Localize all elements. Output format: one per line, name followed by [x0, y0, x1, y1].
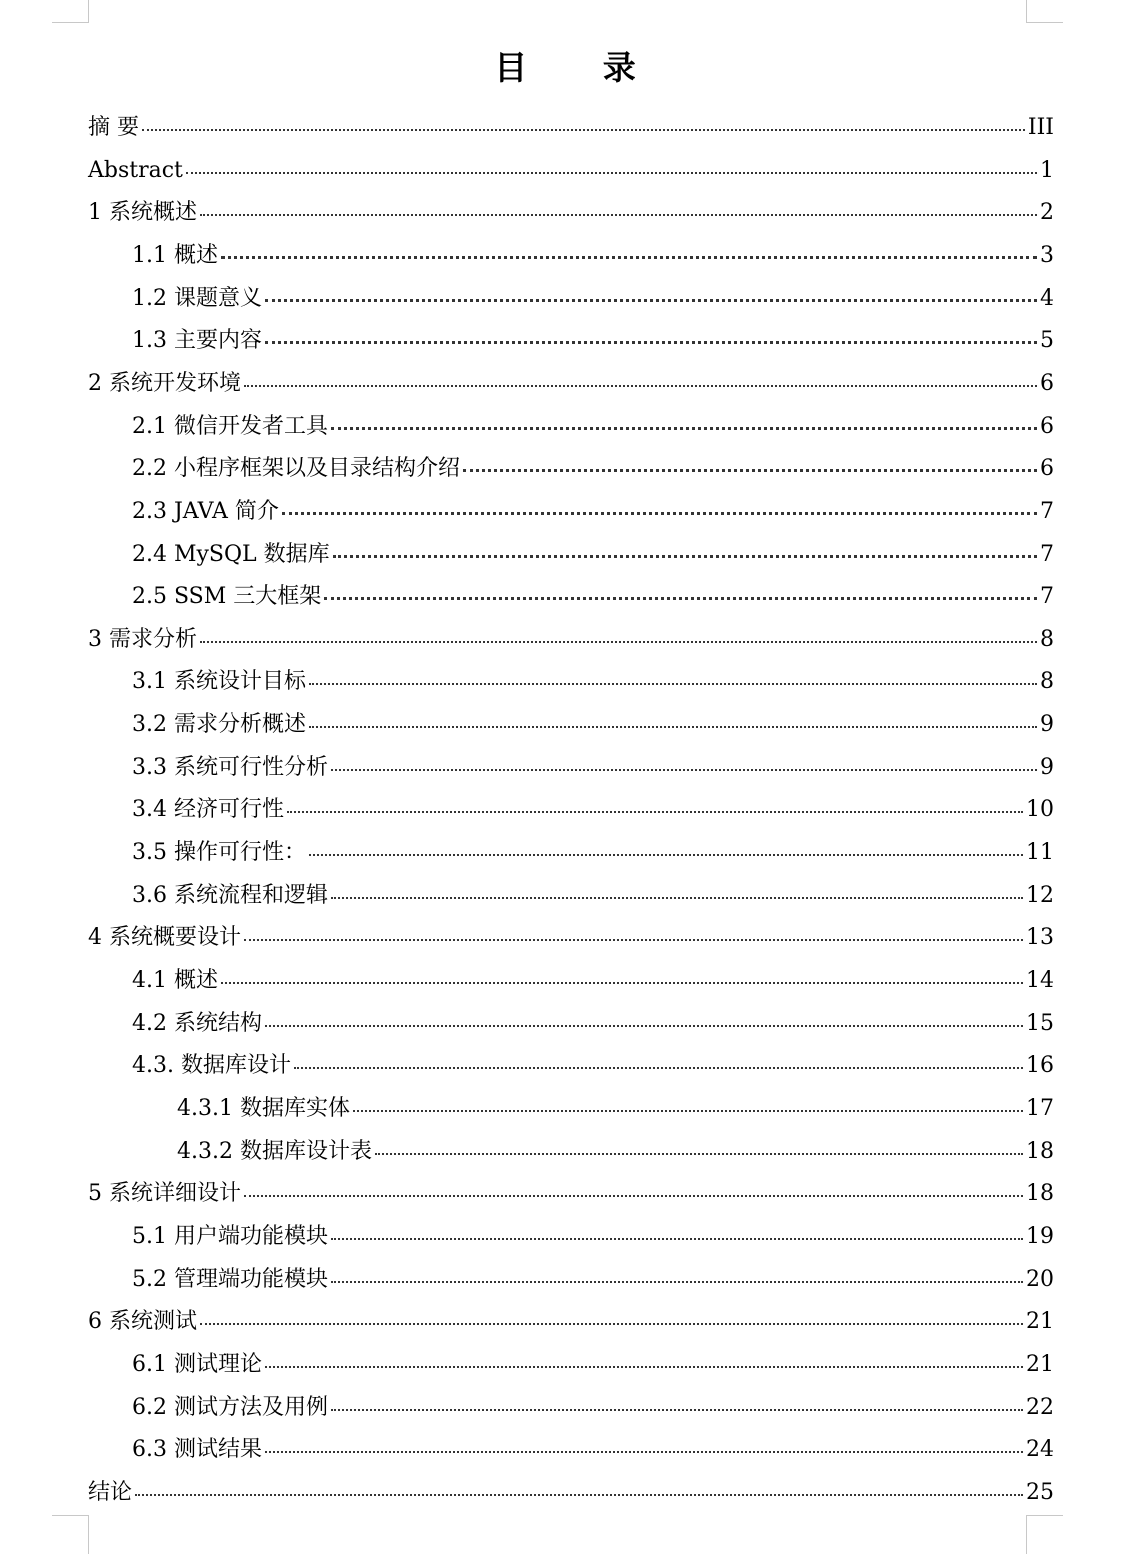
toc-entry-label: 2.3 JAVA 简介	[132, 498, 279, 524]
toc-leader-dots	[331, 1408, 1023, 1411]
toc-entry[interactable]	[88, 619, 1054, 662]
toc-entry-page: 7	[1040, 498, 1054, 524]
toc-entry[interactable]	[132, 491, 1054, 534]
toc-entry-page: 5	[1040, 328, 1054, 354]
toc-entry-page: 6	[1040, 456, 1054, 482]
toc-entry[interactable]	[88, 1472, 1054, 1515]
toc-entry[interactable]	[132, 1003, 1054, 1046]
toc-leader-dots	[265, 298, 1037, 302]
toc-entry-label: 2.4 MySQL 数据库	[132, 541, 330, 567]
toc-entry[interactable]	[132, 235, 1054, 278]
toc-leader-dots	[221, 981, 1023, 984]
toc-leader-dots	[265, 1024, 1023, 1027]
toc-leader-dots	[244, 384, 1037, 387]
toc-entry-label: 结论	[88, 1479, 133, 1505]
toc-title: 目 录	[494, 48, 668, 87]
toc-entry-label: 5.1 用户端功能模块	[132, 1223, 328, 1249]
toc-entry-label: 2.2 小程序框架以及目录结构介绍	[132, 456, 460, 482]
toc-entry-label: 3.4 经济可行性	[132, 797, 284, 823]
toc-entry-page: 6	[1040, 370, 1054, 396]
toc-leader-dots	[287, 810, 1023, 813]
toc-leader-dots	[200, 1322, 1023, 1325]
toc-leader-dots	[331, 1280, 1023, 1283]
toc-entry-page: 2	[1040, 200, 1054, 226]
toc-entry-label: 3.2 需求分析概述	[132, 712, 306, 738]
toc-entry-label: 6 系统测试	[88, 1309, 197, 1335]
toc-entry-page: 25	[1026, 1479, 1054, 1505]
toc-entry[interactable]	[132, 1344, 1054, 1387]
toc-entry-page: 4	[1040, 285, 1054, 311]
toc-leader-dots	[331, 1237, 1023, 1240]
toc-entry[interactable]	[88, 1173, 1054, 1216]
toc-entry-page: 21	[1026, 1351, 1054, 1377]
toc-entry[interactable]	[132, 661, 1054, 704]
toc-leader-dots	[265, 1450, 1023, 1453]
toc-entry[interactable]	[132, 832, 1054, 875]
toc-entry[interactable]	[132, 875, 1054, 918]
toc-entry[interactable]	[132, 534, 1054, 577]
toc-entry[interactable]	[177, 1131, 1054, 1174]
toc-entry[interactable]	[132, 789, 1054, 832]
toc-leader-dots	[309, 725, 1037, 728]
toc-leader-dots	[200, 640, 1037, 643]
corner-mark-top-left	[52, 0, 89, 23]
toc-entry-label: 4.1 概述	[132, 968, 218, 993]
toc-leader-dots	[331, 426, 1037, 430]
toc-leader-dots	[375, 1152, 1023, 1155]
toc-entry-label: 2 系统开发环境	[88, 370, 241, 396]
toc-entry[interactable]	[88, 150, 1054, 193]
toc-entry[interactable]	[132, 320, 1054, 363]
toc-entry[interactable]	[132, 1387, 1054, 1430]
toc-leader-dots	[244, 1194, 1023, 1197]
corner-mark-top-right	[1026, 0, 1063, 23]
toc-entry-label: 4.3. 数据库设计	[132, 1053, 291, 1079]
toc-entry-label: 1.1 概述	[132, 242, 218, 268]
toc-entry[interactable]	[132, 1259, 1054, 1302]
corner-mark-bottom-left	[52, 1515, 89, 1554]
toc-entry-page: 24	[1026, 1437, 1054, 1463]
toc-entry-label: Abstract	[88, 157, 183, 183]
toc-entry[interactable]	[88, 1301, 1054, 1344]
toc-entry-label: 4.3.2 数据库设计表	[177, 1138, 372, 1164]
toc-entry[interactable]	[132, 406, 1054, 449]
toc-entry-page: 10	[1026, 797, 1054, 823]
toc-entry-label: 6.1 测试理论	[132, 1351, 262, 1377]
toc-entry-page: 9	[1040, 712, 1054, 738]
toc-entry[interactable]	[132, 576, 1054, 619]
toc-entry-page: 7	[1040, 584, 1054, 610]
toc-leader-dots	[309, 853, 1023, 856]
toc-leader-dots	[265, 340, 1037, 344]
toc-entry[interactable]	[132, 704, 1054, 747]
toc-entry-page: 18	[1026, 1181, 1054, 1207]
toc-entry-page: 9	[1040, 754, 1054, 780]
toc-leader-dots	[142, 128, 1025, 131]
toc-entry-label: 3.5 操作可行性：	[132, 840, 306, 866]
toc-leader-dots	[186, 171, 1037, 174]
toc-entry-label: 2.5 SSM 三大框架	[132, 584, 322, 610]
toc-entry-page: 1	[1040, 157, 1054, 183]
toc-entry[interactable]	[132, 1045, 1054, 1088]
toc-entry-label: 4 系统概要设计	[88, 925, 241, 951]
toc-entry-page: 20	[1026, 1266, 1054, 1292]
toc-entry-page: 16	[1026, 1053, 1054, 1079]
toc-entry-page: 6	[1040, 413, 1054, 439]
toc-leader-dots	[324, 596, 1037, 600]
toc-entry[interactable]	[88, 107, 1054, 150]
toc-leader-dots	[244, 938, 1023, 941]
toc-entry-page: 7	[1040, 541, 1054, 567]
toc-entry[interactable]	[132, 1216, 1054, 1259]
toc-leader-dots	[221, 255, 1037, 259]
toc-leader-dots	[331, 896, 1023, 899]
toc-entry-page: 14	[1026, 968, 1054, 993]
toc-entry-page: 19	[1026, 1223, 1054, 1249]
toc-entry-label: 4.3.1 数据库实体	[177, 1095, 350, 1121]
toc-leader-dots	[200, 213, 1037, 216]
toc-entry-label: 1.3 主要内容	[132, 328, 262, 354]
toc-entry-label: 3.1 系统设计目标	[132, 669, 306, 695]
toc-entry-page: 21	[1026, 1309, 1054, 1335]
toc-entry-label: 1 系统概述	[88, 200, 197, 226]
toc-leader-dots	[333, 554, 1037, 558]
toc-entry[interactable]	[88, 917, 1054, 960]
toc-entry-page: 8	[1040, 626, 1054, 652]
toc-entry-page: III	[1027, 115, 1054, 140]
toc-leader-dots	[135, 1493, 1023, 1496]
toc-leader-dots	[331, 768, 1037, 771]
toc-entry-page: 22	[1026, 1394, 1054, 1420]
toc-entry[interactable]	[88, 192, 1054, 235]
toc-entry-label: 3 需求分析	[88, 626, 197, 652]
toc-entry[interactable]	[132, 448, 1054, 491]
toc-entry-page: 17	[1026, 1095, 1054, 1121]
toc-leader-dots	[463, 468, 1037, 472]
toc-entry-label: 摘 要	[88, 115, 139, 140]
toc-entry-page: 8	[1040, 669, 1054, 695]
toc-entry-page: 12	[1026, 882, 1054, 908]
toc-entry-label: 6.2 测试方法及用例	[132, 1394, 328, 1420]
toc-leader-dots	[309, 682, 1037, 685]
toc-entry-label: 2.1 微信开发者工具	[132, 413, 328, 439]
toc-entry-label: 3.6 系统流程和逻辑	[132, 882, 328, 908]
toc-entry-page: 11	[1026, 840, 1054, 866]
toc-leader-dots	[265, 1365, 1023, 1368]
toc-entry-label: 6.3 测试结果	[132, 1437, 262, 1463]
toc-entry-page: 18	[1026, 1138, 1054, 1164]
toc-entry-page: 15	[1026, 1010, 1054, 1036]
toc-entry-label: 1.2 课题意义	[132, 285, 262, 311]
toc-entry-label: 4.2 系统结构	[132, 1010, 262, 1036]
toc-entry[interactable]	[88, 363, 1054, 406]
toc-entry[interactable]	[132, 1429, 1054, 1472]
toc-entry-label: 5.2 管理端功能模块	[132, 1266, 328, 1292]
toc-entry-label: 5 系统详细设计	[88, 1181, 241, 1207]
toc-entry-label: 3.3 系统可行性分析	[132, 754, 328, 780]
corner-mark-bottom-right	[1026, 1515, 1063, 1554]
toc-entry-page: 13	[1026, 925, 1054, 951]
toc-entry[interactable]	[177, 1088, 1054, 1131]
toc-leader-dots	[282, 511, 1037, 515]
toc-leader-dots	[353, 1109, 1023, 1112]
toc-entry[interactable]	[132, 747, 1054, 790]
toc-entry[interactable]	[132, 278, 1054, 321]
toc-entry-page: 3	[1040, 242, 1054, 268]
toc-leader-dots	[294, 1066, 1023, 1069]
toc-entry[interactable]	[132, 960, 1054, 1003]
